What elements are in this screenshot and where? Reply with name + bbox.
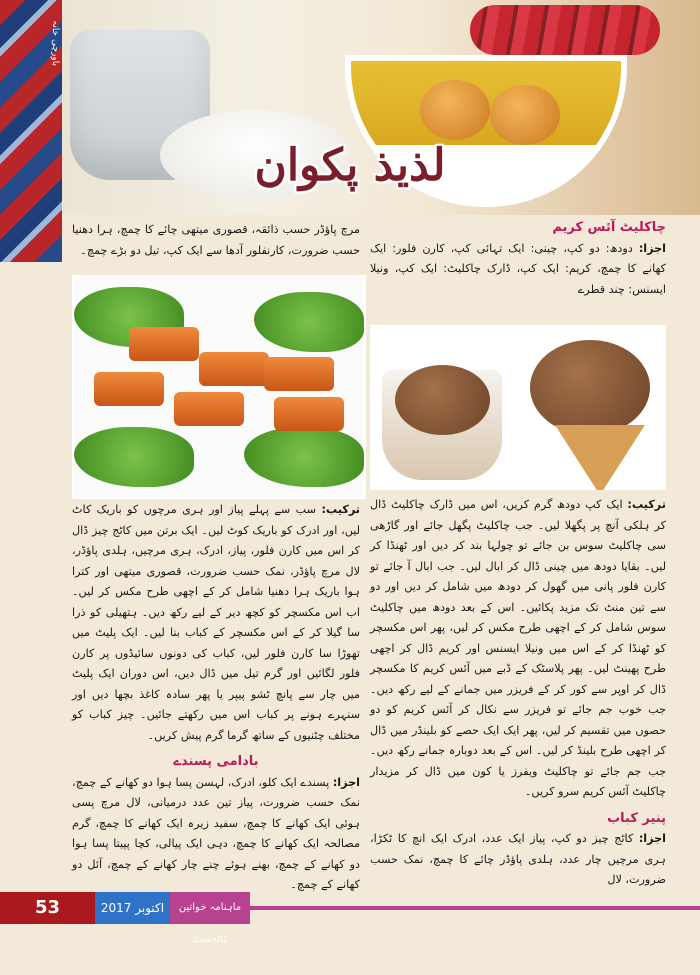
lettuce-image bbox=[254, 292, 364, 352]
kebab-image bbox=[129, 327, 199, 361]
ingredients-continued: مرچ پاؤڈر حسب ذائقہ، قصوری میتھی چائے کا چمچ، ہرا دھنیا حسب ضرورت، کارنفلور آدھا سے ایک کپ، تیل دو بڑے چمچ۔ bbox=[72, 223, 360, 257]
method-text: سب سے پہلے پیاز اور ہری مرچوں کو باریک کاٹ لیں، اور ادرک کو باریک کوٹ لیں۔ ایک برتن میں کاٹج چیز ڈال کر اس میں کارن فلور، پیاز، ادرک، ہری مرچیں، ہلدی پاؤڈر، لال مرچ پاؤڈر، نمک حسب ضرورت، قصوری میتھی اور کترا ہوا باریک ہرا دھنیا شامل کر کے اچھی طرح مکس کر لیں۔ اب اس مکسچر کو کچھ دیر کے لیے رکھ دیں۔ ہتھیلی کو ذرا سا گیلا کر کے اس مکسچر کے کباب بنا لیں۔ ایک پلیٹ میں تھوڑا سا کارن فلور لیں، کباب کی دونوں سائیڈوں پر کارن فلور لگائیں اور گرم تیل میں ڈال دیں، اس دوران ایک پلیٹ میں چار سے پانچ ٹشو پیپر یا پھر سادہ کاغذ بچھا دیں اور سنہرے ہونے پر کباب اس میں رکھتے جائیں۔ چیز کباب کو مختلف چٹنیوں کے ساتھ گرما گرم پیش کریں۔ bbox=[72, 503, 360, 742]
page-title: لذیذ پکوان bbox=[254, 140, 446, 191]
pakora-image bbox=[490, 85, 560, 145]
decorative-strip bbox=[0, 0, 62, 262]
ice-cream-scoop-image bbox=[395, 365, 490, 435]
issue-date: اکتوبر 2017 bbox=[95, 892, 170, 924]
method-text: ایک کپ دودھ گرم کریں، اس میں ڈارک چاکلیٹ ڈال کر ہلکی آنچ پر پگھلا لیں۔ جب چاکلیٹ پگھل جائے اور گاڑھی سی چاکلیٹ سوس بن جائے تو چولہا بند کر دیں اور ٹھنڈا کر لیں۔ بقایا دودھ میں چینی ڈال کر ابال لیں۔ جب ابال آ جائے تو کارن فلور پانی میں گھول کر دودھ میں شامل کر دیں اور دو سے تین منٹ تک مزید پکائیں۔ اس کے بعد دودھ میں چاکلیٹ سوس شامل کر کے اچھی طرح مکس کر لیں، پھر اس مکسچر کو ٹھنڈا کر کے اس میں ونیلا ایسنس اور کریم ڈال کر اچھی طرح پھینٹ لیں۔ پھر پلاسٹک کے ڈبے میں آئس کریم کا مکسچر ڈال کر اوپر سے کور کر کے فریزر میں جمانے کے لیے رکھ دیں۔ جب خوب جم جائے تو فریزر سے نکال کر آئس کریم کو دو حصوں میں تقسیم کر لیں، پھر ایک ایک حصے کو بلینڈر میں ڈال کر اچھی طرح بلینڈ کر لیں۔ اس کے بعد دوبارہ جمانے رکھ دیں۔ جب جم جائے تو چاکلیٹ ویفرز یا کون میں ڈال کر مزیدار چاکلیٹ آئس کریم سرو کریں۔ bbox=[370, 498, 666, 798]
recipe-title-paneer-kebab: پنیر کباب bbox=[607, 810, 666, 826]
kebab-image bbox=[174, 392, 244, 426]
lettuce-image bbox=[74, 427, 194, 487]
pakora-image bbox=[420, 80, 490, 140]
ingredients-text: کاٹج چیز دو کپ، پیاز ایک عدد، ادرک ایک انچ کا ٹکڑا، ہری مرچیں چار عدد، ہلدی پاؤڈر چائے کا چمچ، نمک حسب ضرورت، لال bbox=[370, 832, 666, 886]
footer-divider bbox=[250, 906, 700, 910]
right-method bbox=[370, 495, 666, 893]
ingredients-text: پسندے ایک کلو، ادرک، لہسن پسا ہوا دو کھانے کے چمچ، نمک حسب ضرورت، پیاز تین عدد درمیانی، لال مرچ پسی ہوئی ایک کھانے کا چمچ، سفید زیرہ ایک کھانے کا چمچ، گرم مصالحہ ایک کھانے کا چمچ، دہی ایک پیالی، کچا پپیتا پسا ہوا دو کھانے کے چمچ، بھنے ہوئے چنے چار کھانے کے چمچ، آئل دو کھانے کے چمچ۔ bbox=[72, 775, 360, 891]
magazine-name: ماہنامہ خواتین ڈائجسٹ bbox=[170, 892, 250, 924]
ingredients-label: اجزا: bbox=[638, 832, 666, 845]
kebab-image bbox=[274, 397, 344, 431]
kebab-image bbox=[94, 372, 164, 406]
ingredients-label: اجزا: bbox=[638, 241, 666, 255]
kebab-image bbox=[264, 357, 334, 391]
right-top bbox=[370, 218, 666, 302]
method-label: ترکیب: bbox=[321, 503, 360, 516]
method-label: ترکیب: bbox=[627, 498, 666, 511]
lettuce-image bbox=[244, 427, 364, 487]
chili-image bbox=[470, 5, 660, 55]
ingredients-label: اجزا: bbox=[332, 775, 360, 789]
recipe-title-badami-pasanday: بادامی پسندے bbox=[173, 754, 259, 769]
ice-cream-photo bbox=[370, 325, 666, 490]
waffle-cone-image bbox=[555, 425, 645, 490]
ice-cream-scoop-image bbox=[530, 340, 650, 435]
left-method bbox=[72, 500, 360, 898]
ingredients-text: دودھ: دو کپ، چینی: ایک تہائی کپ، کارن فلور: ایک کھانے کا چمچ، کریم: ایک کپ، ڈارک چاکلیٹ: ایک کپ، ونیلا ایسنس: چند قطرے bbox=[370, 241, 666, 296]
recipe-title-chocolate-ice-cream: چاکلیٹ آئس کریم bbox=[552, 220, 666, 235]
page-number: 53 bbox=[0, 892, 95, 924]
left-intro bbox=[72, 220, 360, 263]
page-footer bbox=[0, 892, 700, 945]
kebab-photo bbox=[72, 275, 366, 499]
strip-label: باورچی خانہ bbox=[50, 20, 60, 66]
kebab-image bbox=[199, 352, 269, 386]
hero-food-photo bbox=[0, 0, 700, 215]
